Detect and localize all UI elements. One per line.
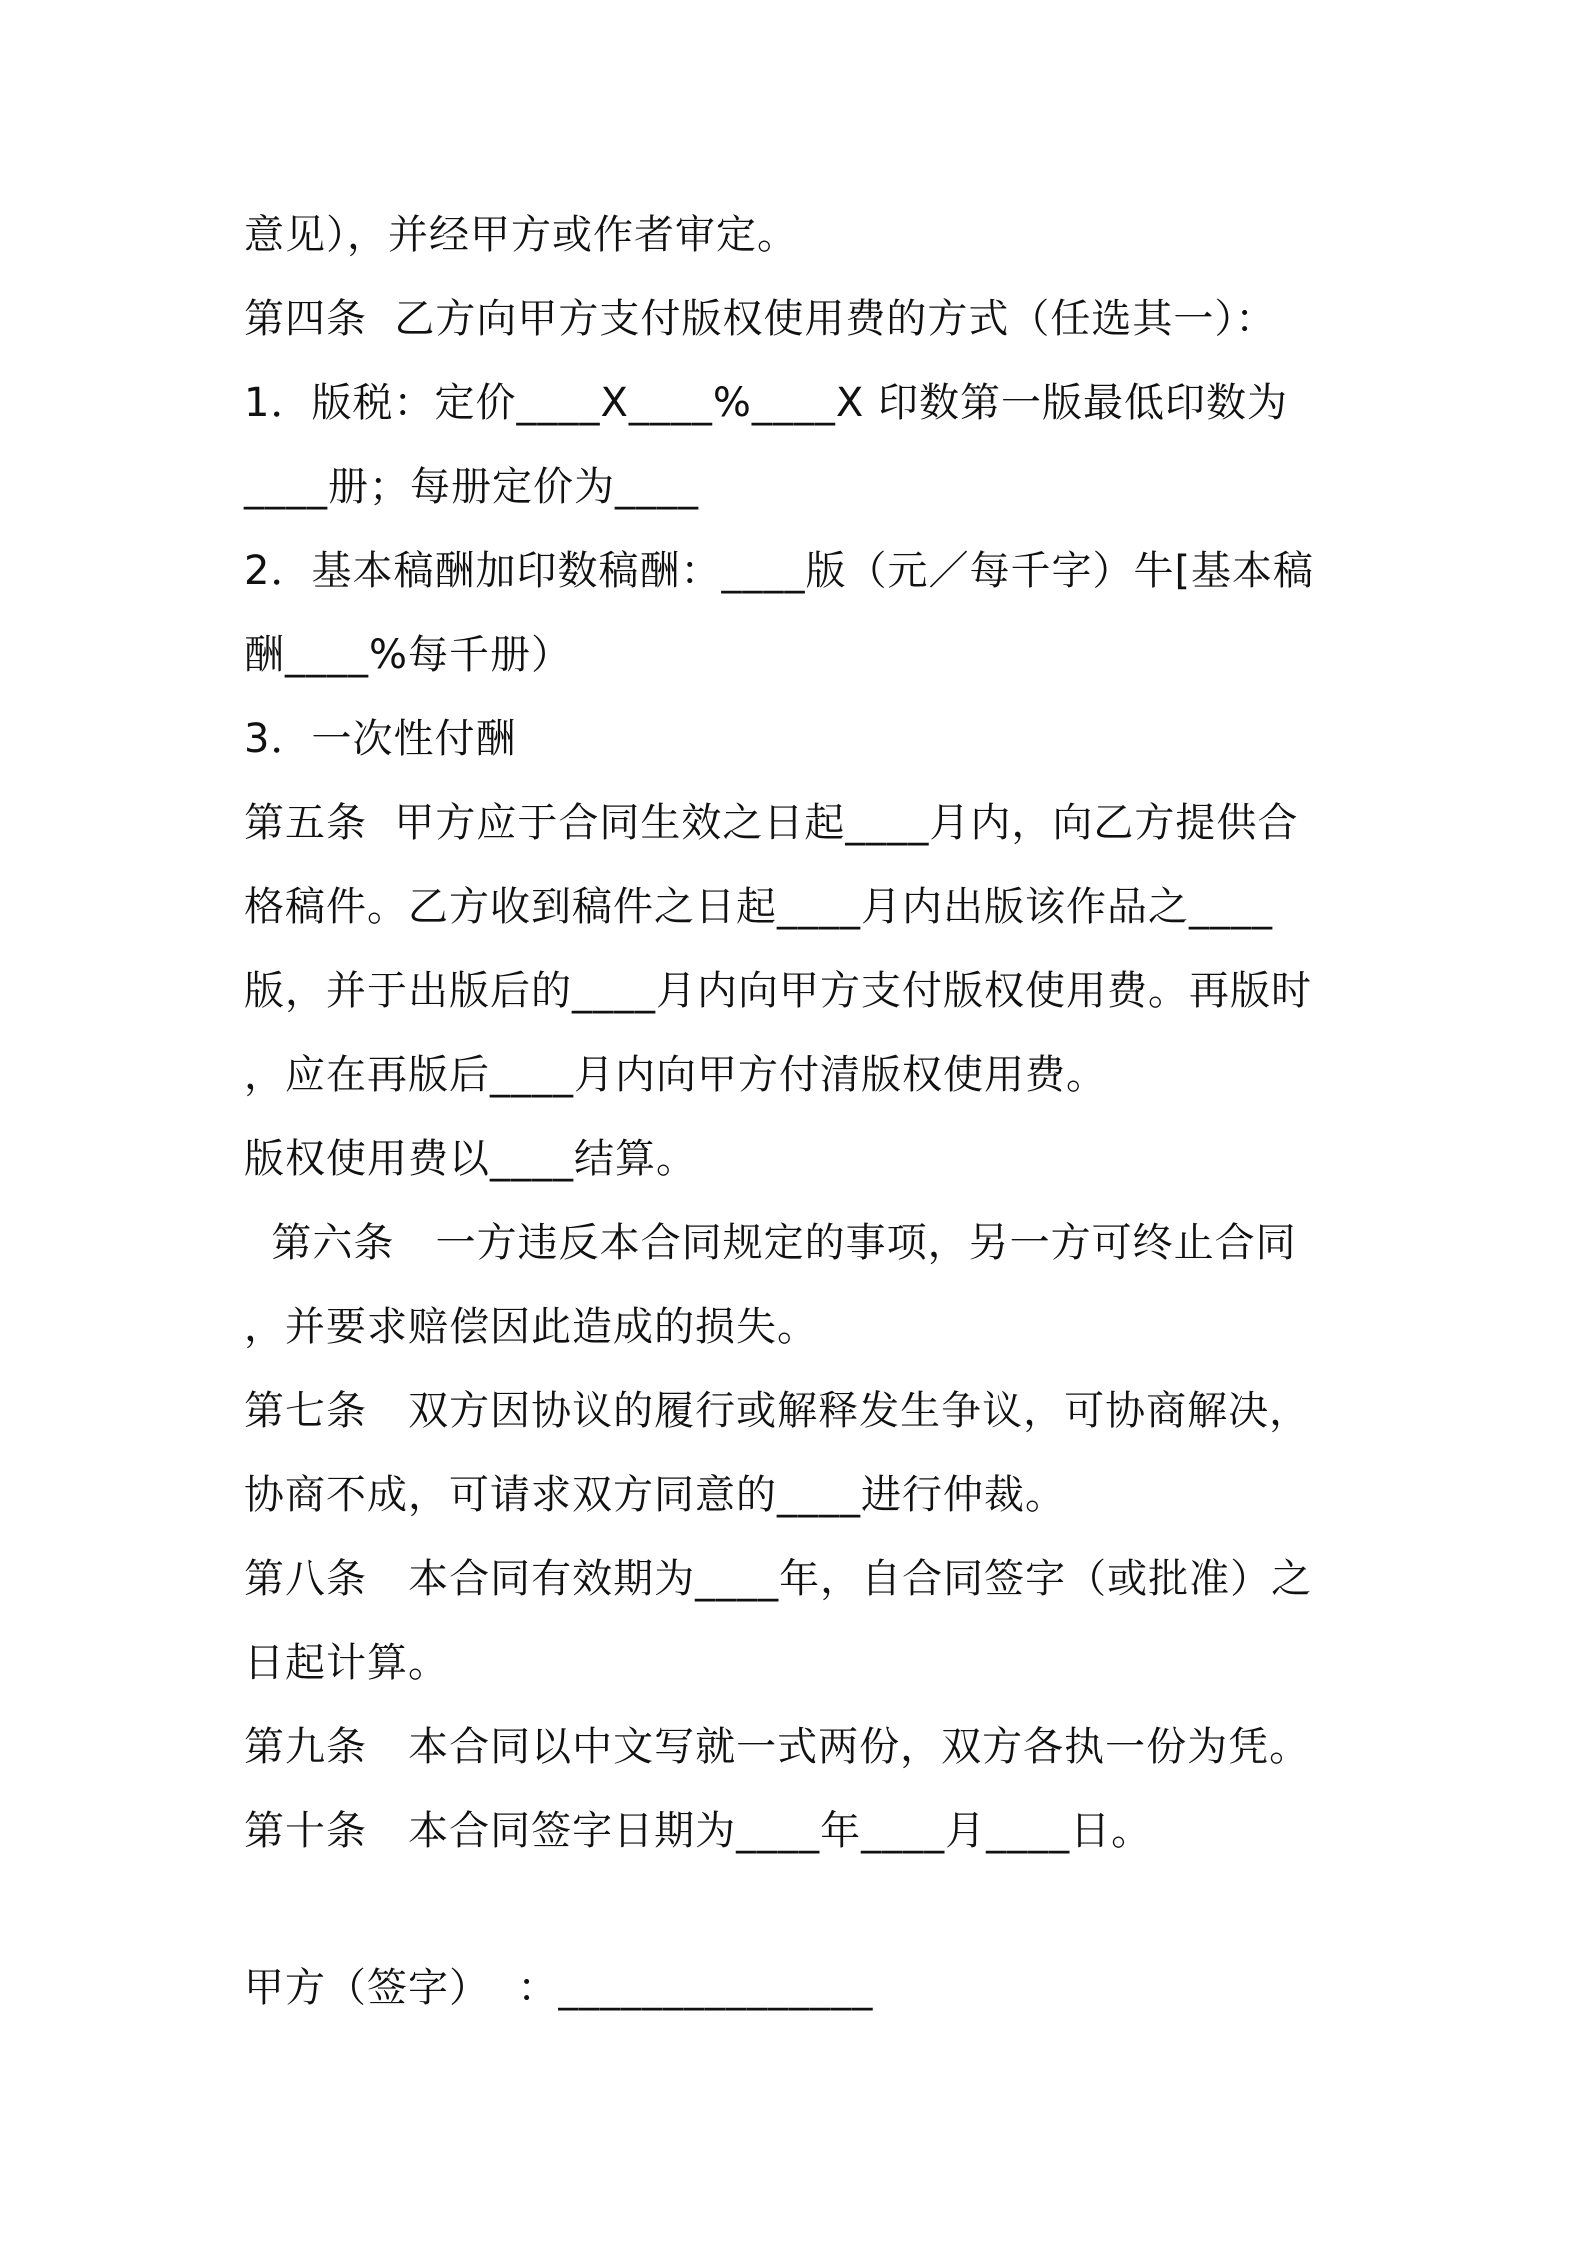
text-line: 第九条 本合同以中文写就一式两份，双方各执一份为凭。 xyxy=(244,1724,1311,1770)
text-line: 协商不成，可请求双方同意的____进行仲裁。 xyxy=(244,1472,1066,1518)
text-line: ，应在再版后____月内向甲方付清版权使用费。 xyxy=(244,1052,1107,1098)
text-line: ，并要求赔偿因此造成的损失。 xyxy=(244,1304,818,1350)
text-line: 版，并于出版后的____月内向甲方支付版权使用费。再版时 xyxy=(244,968,1312,1014)
text-line: ____册；每册定价为____ xyxy=(244,464,699,510)
text-line: 版权使用费以____结算。 xyxy=(244,1136,697,1182)
text-line: 日起计算。 xyxy=(244,1640,449,1686)
text-line: 2．基本稿酬加印数稿酬：____版（元／每千字）牛[基本稿 xyxy=(244,548,1315,594)
contract-body xyxy=(244,193,1364,1873)
text-line: 3．一次性付酬 xyxy=(244,716,517,762)
text-line: 第五条 甲方应于合同生效之日起____月内，向乙方提供合 xyxy=(244,800,1299,846)
text-line: 酬____%每千册） xyxy=(244,632,573,678)
text-line: 1．版税：定价____X____%____X 印数第一版最低印数为 xyxy=(244,380,1288,426)
text-line: 第七条 双方因协议的履行或解释发生争议，可协商解决， xyxy=(244,1388,1311,1434)
text-line: 第八条 本合同有效期为____年，自合同签字（或批准）之 xyxy=(244,1556,1313,1602)
text-line: 格稿件。乙方收到稿件之日起____月内出版该作品之____ xyxy=(244,884,1273,930)
text-line: 第十条 本合同签字日期为____年____月____日。 xyxy=(244,1808,1153,1854)
text-line: 第六条 一方违反本合同规定的事项，另一方可终止合同 xyxy=(244,1220,1297,1266)
text-line: 意见），并经甲方或作者审定。 xyxy=(244,212,798,258)
party-a-signature-line: 甲方（签字） ：_______________ xyxy=(244,1965,874,2011)
text-line: 第四条 乙方向甲方支付版权使用费的方式（任选其一）： xyxy=(244,296,1277,342)
